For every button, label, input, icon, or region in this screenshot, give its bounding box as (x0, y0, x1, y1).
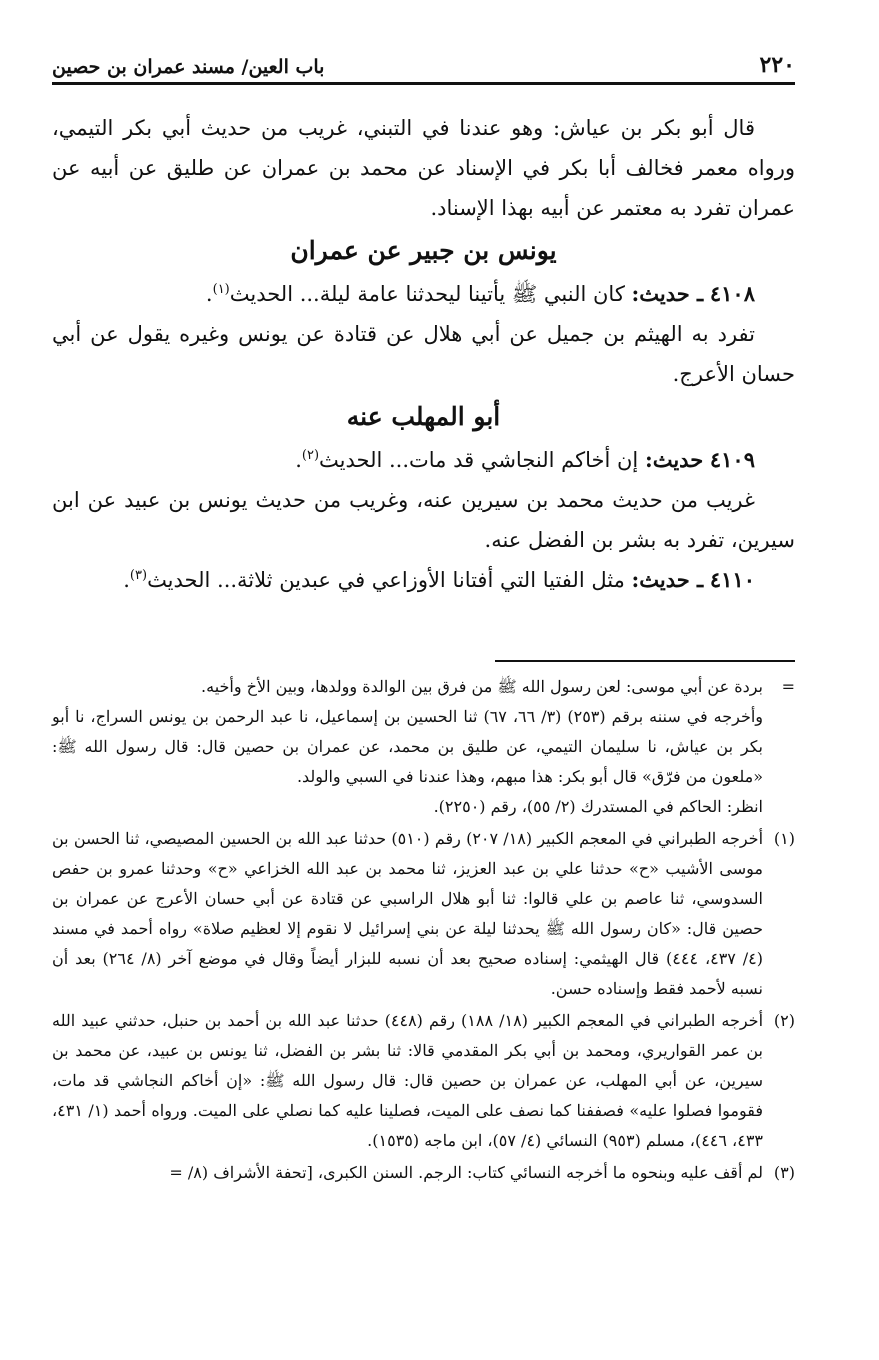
hadith-end: . (295, 448, 302, 472)
page-number: ٢٢٠ (759, 52, 795, 78)
footnote-divider (495, 660, 795, 662)
running-header (52, 40, 795, 85)
hadith-number: ٤١٠٩ (709, 447, 755, 472)
footnote-ref[interactable]: (٢) (301, 448, 320, 463)
hadith-text: كان النبي ﷺ يأتينا ليحدثنا عامة ليلة... الحديث (229, 282, 625, 306)
footnote-mark: = (781, 677, 795, 696)
commentary-4109: غريب من حديث محمد بن سيرين عنه، وغريب من حديث يونس بن عبيد عن ابن سيرين، تفرد به بشر بن الفضل عنه. (52, 488, 795, 552)
footnotes (52, 672, 795, 1190)
hadith-text: مثل الفتيا التي أفتانا الأوزاعي في عبدين ثلاثة... الحديث (147, 568, 625, 592)
footnote-mark: (٢) (773, 1011, 795, 1030)
footnote-2 (52, 1006, 795, 1156)
hadith-4108 (52, 274, 795, 314)
footnote-paragraph: بردة عن أبي موسى: لعن رسول الله ﷺ من فرق بين الوالدة وولدها، وبين الأخ وأخيه. (201, 677, 763, 696)
hadith-label: ـ حديث: (631, 281, 704, 306)
footnote-body: أخرجه الطبراني في المعجم الكبير (١٨/ ٢٠٧) رقم (٥١٠) حدثنا عبد الله بن الحسين المصيصي، ثنا الحسن بن موسى الأشيب «ح» حدثنا علي بن عبد العزيز، ثنا محمد بن عبد الله الخزاعي «ح» وحدثنا عمرو بن حفص السدوسي، ثنا عاصم بن علي قالوا: ثنا أبو هلال الراسبي عن قتادة عن أبي حسان الأعرج عن عمران بن حصين قال: «كان رسول الله ﷺ يحدثنا ليلة عن بني إسرائيل لا نقوم إلا لعظيم صلاة» رواه أحمد في مسند (٤/ ٤٣٧، ٤٤٤) قال الهيثمي: إسناده صحيح بعد أن نسبه للبزار أيضاً وقال في موضع آخر (٨/ ٢٦٤) بعد أن نسبه لأحمد فقط وإسناده حسن. (52, 829, 764, 998)
section-heading-abu-muhallab: أبو المهلب عنه (346, 402, 501, 431)
hadith-end: . (123, 568, 130, 592)
hadith-end: . (205, 282, 213, 306)
footnote-body: لم أقف عليه وبنحوه ما أخرجه النسائي كتاب: الرجم. السنن الكبرى، [تحفة الأشراف (٨/ = (169, 1163, 763, 1182)
hadith-number: ٤١٠٨ (709, 281, 755, 306)
hadith-4110 (52, 560, 795, 600)
footnote-body (52, 672, 763, 822)
hadith-4109 (52, 440, 795, 480)
hadith-label: حديث: (644, 447, 704, 472)
footnote-ref[interactable]: (٣) (129, 568, 148, 583)
footnote-mark: (٣) (773, 1163, 795, 1182)
footnote-3 (52, 1158, 795, 1188)
hadith-text: إن أخاكم النجاشي قد مات... الحديث (319, 448, 639, 472)
footnote-paragraph: انظر: الحاكم في المستدرك (٢/ ٥٥)، رقم (٢٢٥٠). (433, 797, 763, 816)
hadith-number: ٤١١٠ (709, 567, 755, 592)
main-text (52, 108, 795, 600)
footnote-paragraph: وأخرجه في سننه برقم (٢٥٣) (٣/ ٦٦، ٦٧) ثنا الحسين بن إسماعيل، نا عبد الرحمن بن يونس السراج، نا أبو بكر بن عياش، نا سليمان التيمي، عن طليق بن محمد، عن عمران بن حصين قال: قال رسول الله ﷺ: «ملعون من فرّق» قال أبو بكر: هذا مبهم، وهذا عندنا في السبي والولد. (52, 707, 764, 786)
footnote-mark: (١) (773, 829, 795, 848)
intro-paragraph: قال أبو بكر بن عياش: وهو عندنا في التبني، غريب من حديث أبي بكر التيمي، ورواه معمر فخالف أبا بكر في الإسناد عن محمد بن عمران عن طليق عن أبيه عن عمران تفرد به معتمر عن أبيه بهذا الإسناد. (52, 116, 795, 220)
footnote-ref[interactable]: (١) (212, 282, 230, 297)
footnote-continuation (52, 672, 795, 822)
section-heading-yunus: يونس بن جبير عن عمران (290, 236, 557, 265)
footnote-body: أخرجه الطبراني في المعجم الكبير (١٨/ ١٨٨) رقم (٤٤٨) حدثنا عبد الله بن أحمد بن حنبل، حدثني عبيد الله بن عمر القواريري، ومحمد بن أبي بكر المقدمي قالا: ثنا بشر بن الفضل، ثنا يونس بن عبيد، عن محمد بن سيرين، عن أبي المهلب، عن عمران بن حصين قال: قال رسول الله ﷺ: «إن أخاكم النجاشي قد مات، فقوموا فصلوا عليه» فصففنا كما نصف على الميت، فصلينا عليه كما نصلي على الميت. ورواه أحمد (١/ ٤٣١، ٤٣٣، ٤٤٦)، مسلم (٩٥٣) النسائي (٤/ ٥٧)، ابن ماجه (١٥٣٥). (52, 1011, 764, 1150)
hadith-label: ـ حديث: (631, 567, 704, 592)
footnote-1 (52, 824, 795, 1004)
commentary-4108: تفرد به الهيثم بن جميل عن أبي هلال عن قتادة عن يونس وغيره يقول عن أبي حسان الأعرج. (52, 322, 795, 386)
section-title: باب العين/ مسند عمران بن حصين (52, 56, 325, 78)
